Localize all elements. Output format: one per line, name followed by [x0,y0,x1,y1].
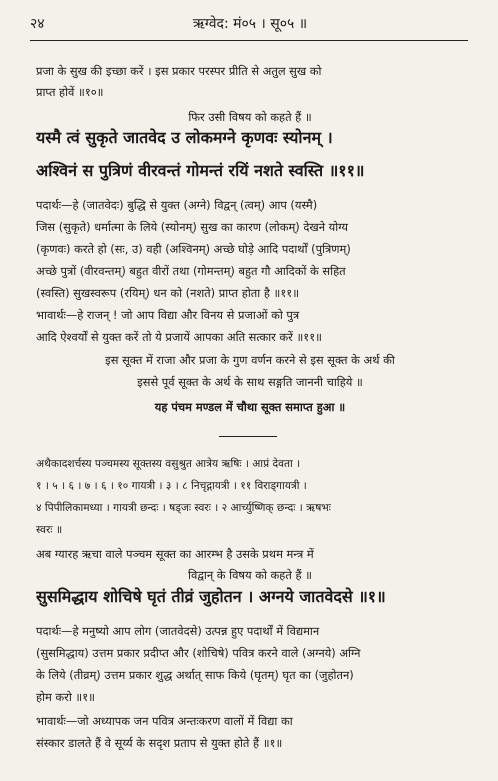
padartha-line: पदार्थः—हे मनुष्यो आप लोग (जातवेदसे) उत्पन्न हुए पदार्थों में विद्यमान [36,624,320,638]
padartha-line: (कृणवः) करते हो (सः, उ) वही (अश्विनम्) अच्छे घोड़े आदि पदार्थों (पुत्रिणम्) [36,242,351,256]
text-line: प्राप्त होवें ॥१०॥ [36,85,104,99]
padartha-line: अच्छे पुत्रों (वीरवन्तम्) बहुत वीरों तथा (गोमन्तम्) बहुत गौ आदिकों के सहित [36,264,346,278]
padartha-line: (सुसमिद्धाय) उत्तम प्रकार प्रदीप्त और (शोचिषे) पवित्र करने वाले (अग्नये) अग्नि [36,646,361,660]
summary-line: इस सूक्त में राजा और प्रजा के गुण वर्णन करने से इस सूक्त के अर्थ की [105,353,395,367]
sukta-end-note: यह पंचम मण्डल में चौथा सूक्त समाप्त हुआ ॥ [154,400,346,414]
section-divider [219,436,277,437]
intro-line: विद्वान् के विषय को कहते हैं ॥ [188,568,312,582]
page-header [30,14,470,36]
mantra-line: अश्विनं स पुत्रिणं वीरवन्तं गोमन्तं रयिं नशते स्वस्ति ॥११॥ [36,161,365,180]
bhavartha-line: भावार्थः—हे राजन् ! जो आप विद्या और विनय से प्रजाओं को पुत्र [36,308,300,322]
chhanda-line: ४ पिपीलिकामध्या । गायत्री छन्दः । षड्जः स्वरः । २ आर्च्युष्णिक् छन्दः । ऋषभः [36,502,331,514]
header-rule [30,40,468,41]
chhanda-line: स्वरः ॥ [36,524,63,536]
rishi-devata-line: अथैकादशर्चस्य पञ्चमस्य सूक्तस्य वसुश्रुत आत्रेय ऋषिः । आप्रं देवता । [36,458,301,470]
chhanda-line: १ । ५ । ६ । ७ । ६ । १० गायत्री । ३ । ८ निचृद्गायत्री । ११ विराड्गायत्री । [36,480,307,492]
mantra-line: सुसमिद्धाय शोचिषे घृतं तीव्रं जुहोतन । अग्नये जातवेदसे ॥१॥ [36,587,386,606]
page-number: २४ [30,16,45,32]
mantra-line: यस्मै त्वं सुकृते जातवेद उ लोकमग्ने कृणवः स्योनम् । [36,128,333,147]
padartha-line: जिस (सुकृते) धर्मात्मा के लिये (स्योनम्) सुख का कारण (लोकम्) देखने योग्य [36,220,349,234]
bhavartha-line: आदि ऐश्वर्यों से युक्त करें तो ये प्रजायें आपका अति सत्कार करें ॥११॥ [36,330,322,344]
padartha-line: (स्वस्ति) सुखस्वरूप (रयिम्) धन को (नशते) प्राप्त होता है ॥११॥ [36,286,300,300]
summary-line: इससे पूर्व सूक्त के अर्थ के साथ सङ्गति जाननी चाहिये ॥ [137,375,363,389]
subheading: फिर उसी विषय को कहते हैं ॥ [188,110,312,124]
padartha-line: पदार्थः—हे (जातवेदः) बुद्धि से युक्त (अग्ने) विद्वन् (त्वम्) आप (यस्मै) [36,198,318,212]
bhavartha-line: भावार्थः—जो अध्यापक जन पवित्र अन्तःकरण वालों में विद्या का [36,714,293,728]
bhavartha-line: संस्कार डालते हैं वे सूर्य्य के सदृश प्रताप से युक्त होते हैं ॥१॥ [36,736,283,750]
padartha-line: के लिये (तीव्रम्) उत्तम प्रकार शुद्ध अर्थात् साफ किये (घृतम्) घृत का (जुहोतन) [36,668,354,682]
intro-line: अब ग्यारह ऋचा वाले पञ्चम सूक्त का आरम्भ है उसके प्रथम मन्त्र में [36,547,314,561]
text-line: प्रजा के सुख की इच्छा करें । इस प्रकार परस्पर प्रीति से अतुल सुख को [36,64,322,78]
padartha-line: होम करो ॥१॥ [36,690,95,704]
running-title: ऋग्वेद: मं०५ । सू०५ ॥ [192,16,308,32]
